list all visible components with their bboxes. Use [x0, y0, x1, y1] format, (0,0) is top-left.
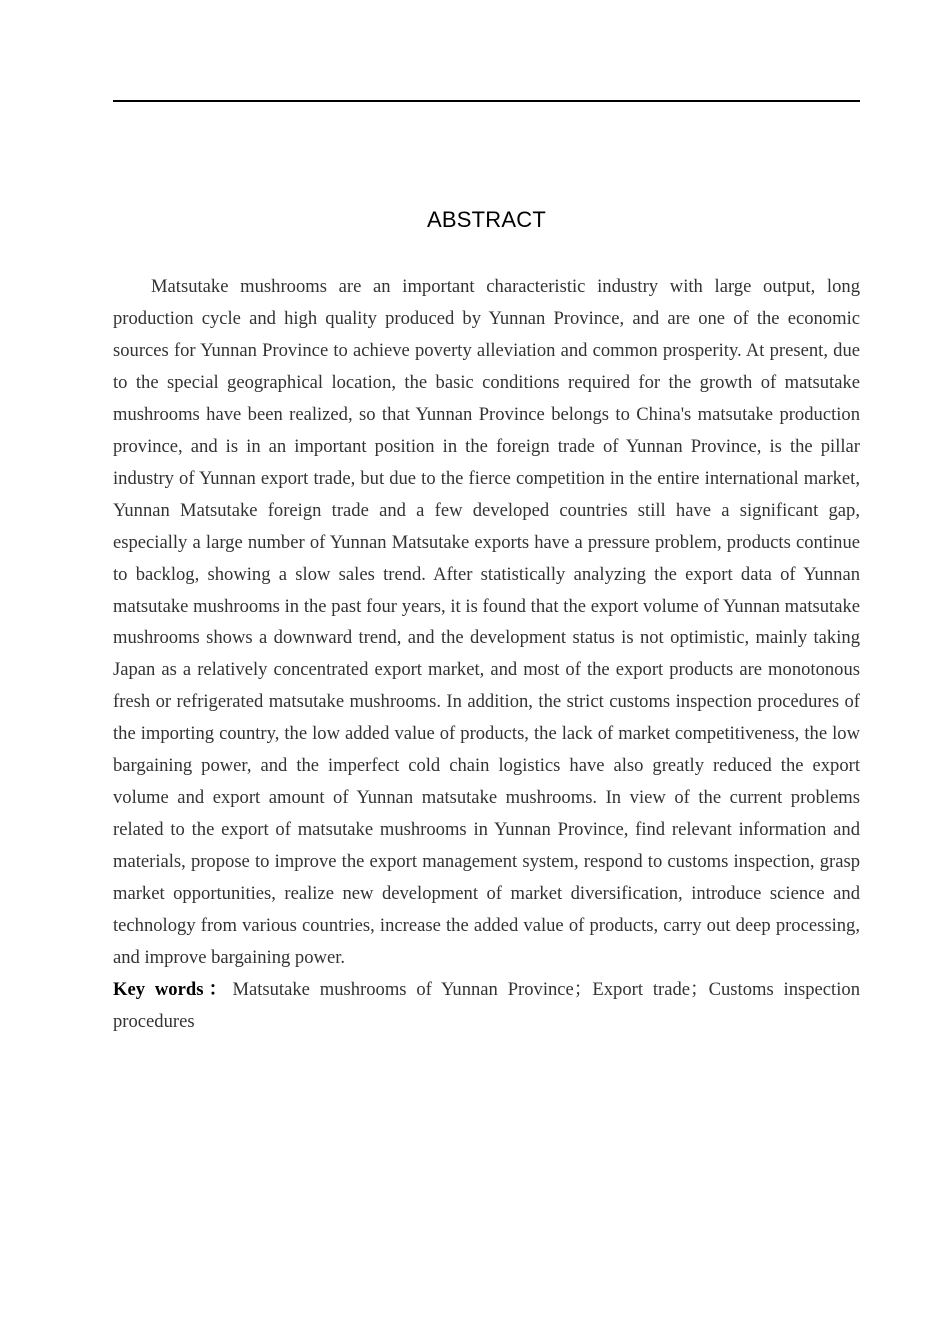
abstract-body: Matsutake mushrooms are an important characteristic industry with large output, long production cycle and high quality produced by Yunnan Province, and are one of the economic sources for Yunnan Province to achieve poverty alleviation and common prosperity. At present, due to the special geographical location, the basic conditions required for the growth of matsutake mushrooms have been realized, so that Yunnan Province belongs to China's matsutake production province, and is in an important position in the foreign trade of Yunnan Province, is the pillar industry of Yunnan export trade, but due to the fierce competition in the entire international market, Yunnan Matsutake foreign trade and a few developed countries still have a significant gap, especially a large number of Yunnan Matsutake exports have a pressure problem, products continue to backlog, showing a slow sales trend. After statistically analyzing the export data of Yunnan matsutake mushrooms in the past four years, it is found that the export volume of Yunnan matsutake mushrooms shows a downward trend, and the development status is not optimistic, mainly taking Japan as a relatively concentrated export market, and most of the export products are monotonous fresh or refrigerated matsutake mushrooms. In addition, the strict customs inspection procedures of the importing country, the low added value of products, the lack of market competitiveness, the low bargaining power, and the imperfect cold chain logistics have also greatly reduced the export volume and export amount of Yunnan matsutake mushrooms. In view of the current problems related to the export of matsutake mushrooms in Yunnan Province, find relevant information and materials, propose to improve the export management system, respond to customs inspection, grasp market opportunities, realize new development of market diversification, introduce science and technology from various countries, increase the added value of products, carry out deep processing, and improve bargaining power. — [113, 276, 860, 969]
header-rule — [113, 100, 860, 102]
keywords-text: Matsutake mushrooms of Yunnan Province；Export trade；Customs inspection procedures — [113, 979, 860, 1032]
keywords-paragraph — [113, 974, 860, 1038]
abstract-title: ABSTRACT — [427, 207, 546, 232]
keywords-label: Key words： — [113, 979, 233, 1000]
